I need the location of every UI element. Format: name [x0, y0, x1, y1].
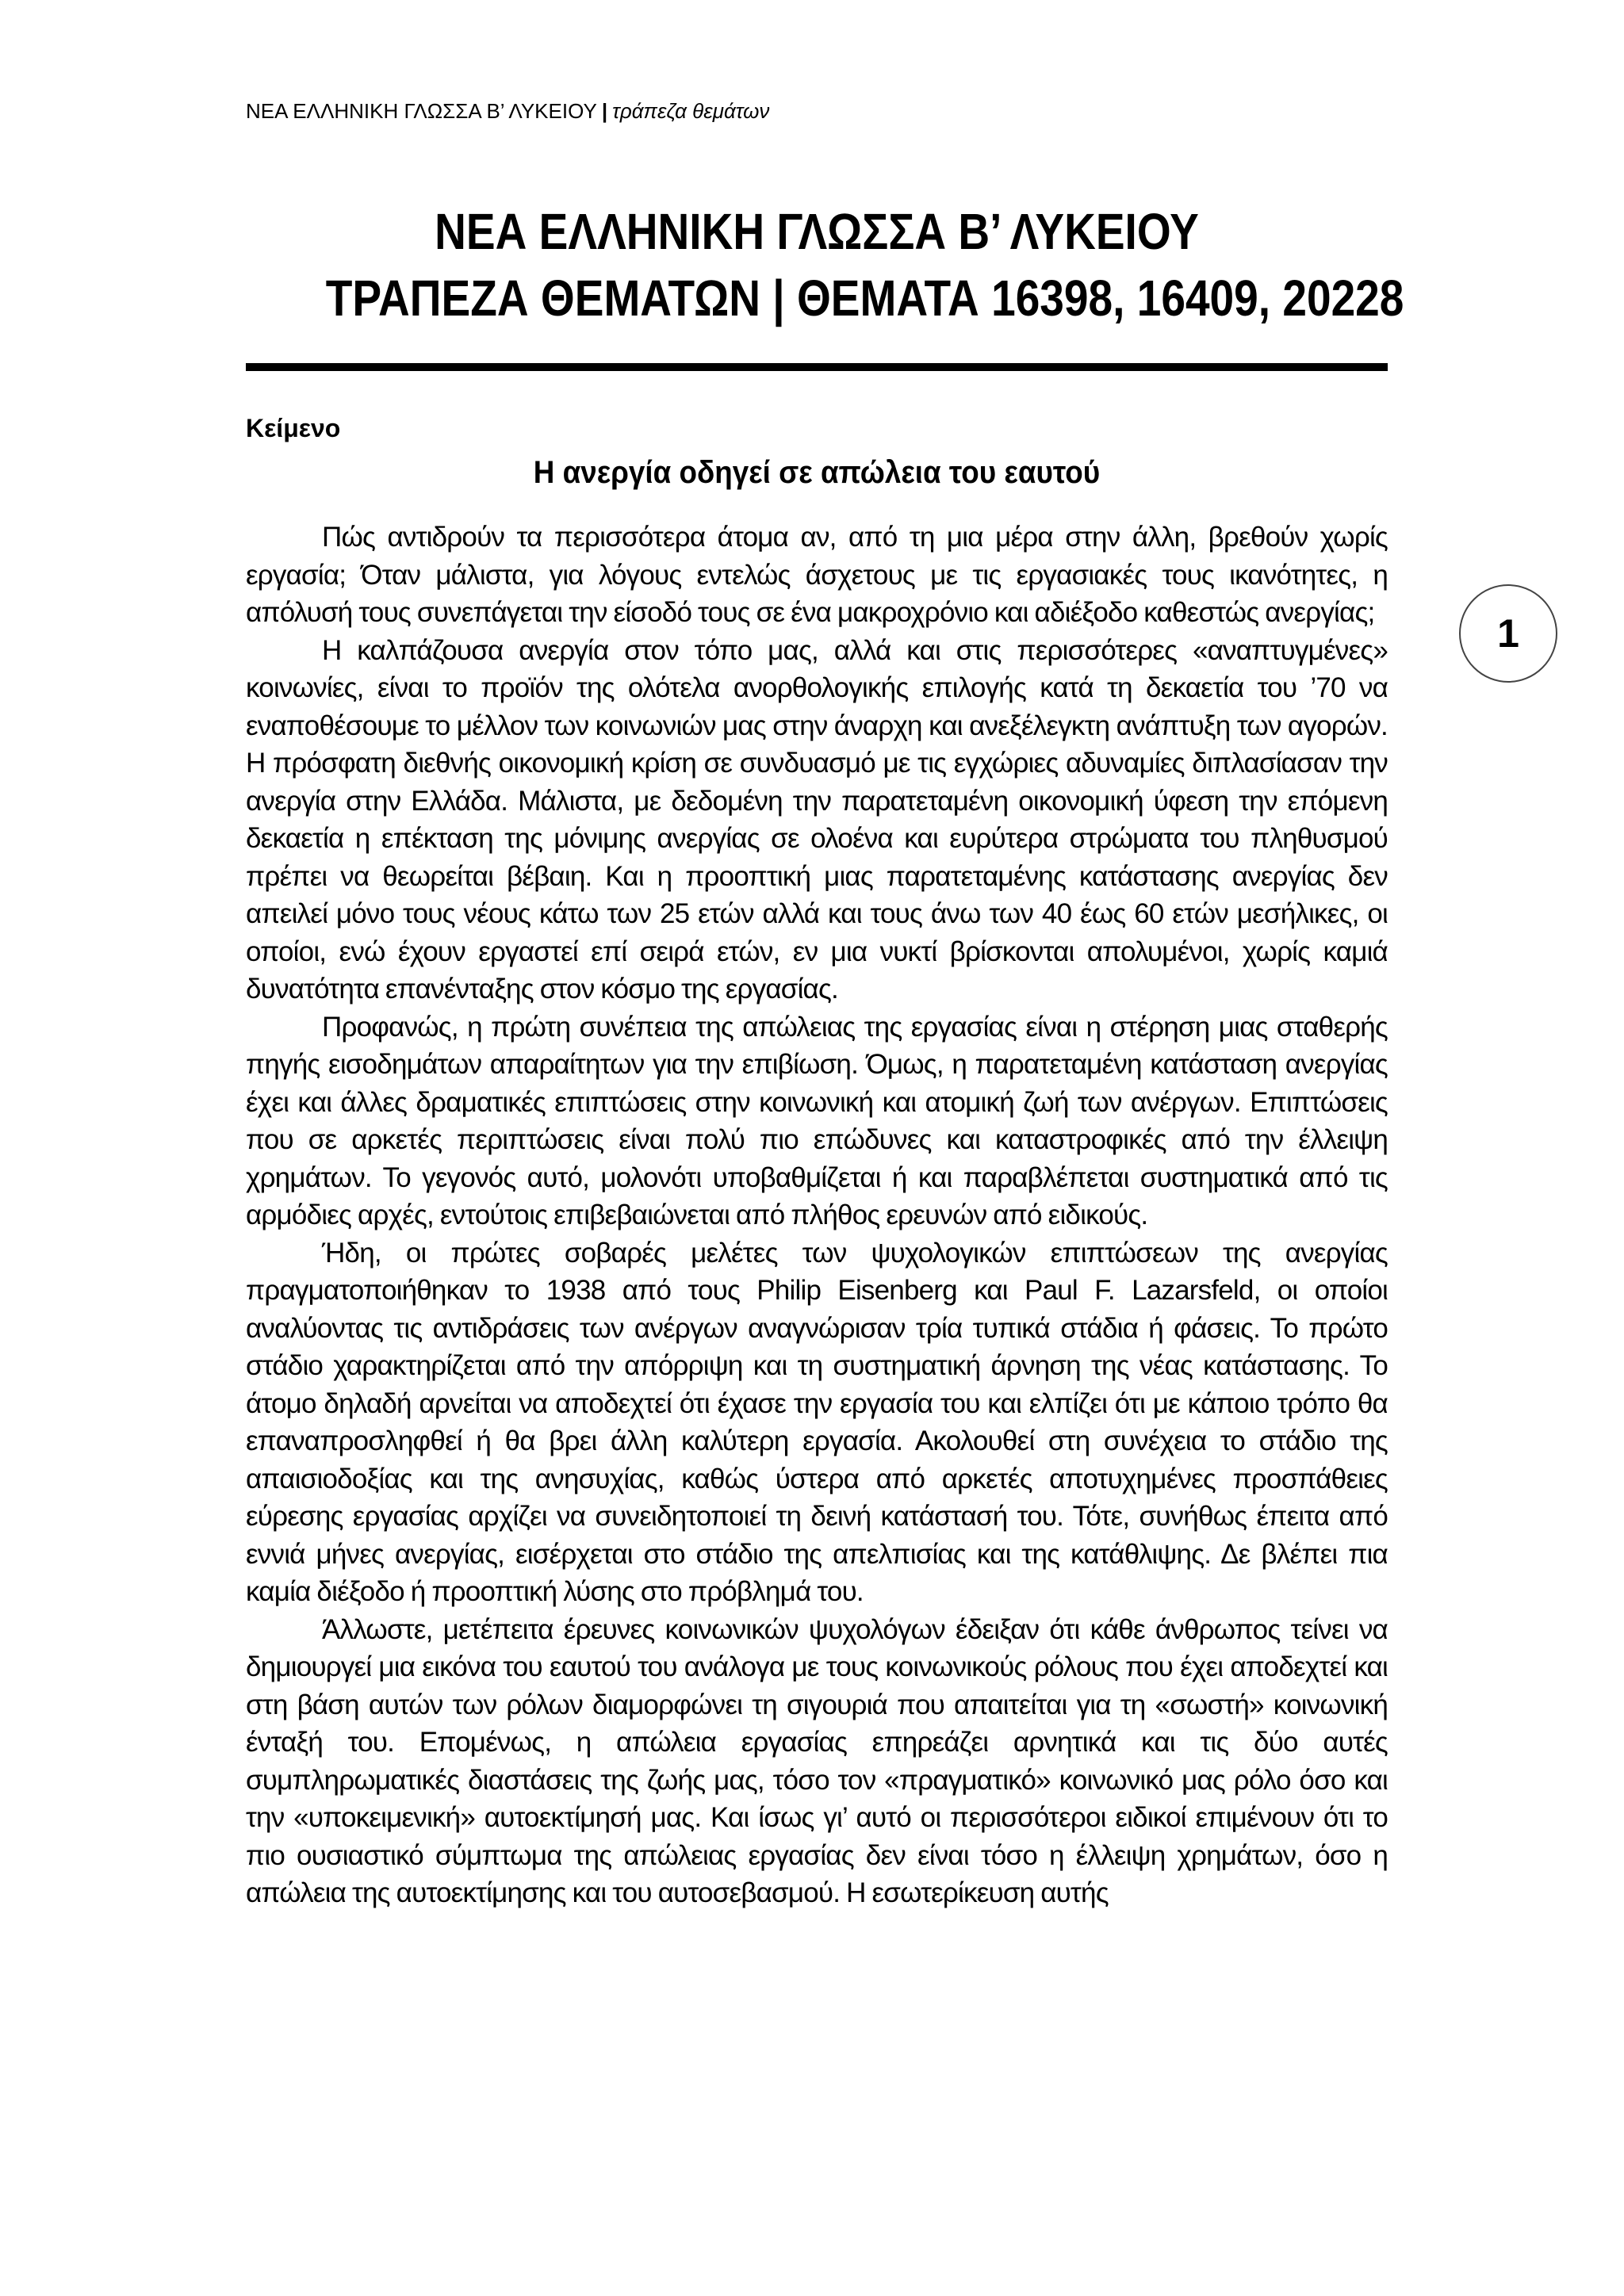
paragraph: Άλλωστε, μετέπειτα έρευνες κοινωνικών ψυχολόγων έδειξαν ότι κάθε άνθρωπος τείνει να δημιουργεί μια εικόνα του εαυτού του ανάλογα με τους κοινωνικούς ρόλους που έχει αποδεχτεί και στη βάση αυτών των ρόλων διαμορφώνει τη σιγουριά που απαιτείται για τη «σωστή» κοινωνική ένταξή του. Επομένως, η απώλεια εργασίας επηρεάζει αρνητικά και τις δύο αυτές συμπληρωματικές διαστάσεις της ζωής μας, τόσο τον «πραγματικό» κοινωνικό μας ρόλο όσο και την «υποκειμενική» αυτοεκτίμησή μας. Και ίσως γι’ αυτό οι περισσότεροι ειδικοί επιμένουν ότι το πιο ουσιαστικό σύμπτωμα της απώλειας εργασίας δεν είναι τόσο η έλλειψη χρημάτων, όσο η απώλεια της αυτοεκτίμησης και του αυτοσεβασμού. Η εσωτερίκευση αυτής	[246, 1613, 1388, 1908]
document-title	[246, 198, 1404, 331]
title-divider	[246, 363, 1388, 371]
running-header-subtitle: τράπεζα θεμάτων	[612, 99, 770, 123]
page-number-badge: 1	[1459, 584, 1557, 683]
paragraph: Πώς αντιδρούν τα περισσότερα άτομα αν, από τη μια μέρα στην άλλη, βρεθούν χωρίς εργασία; Όταν μάλιστα, για λόγους εντελώς άσχετους με τις εργασιακές τους ικανότητες, η απόλυσή τους συνεπάγεται την είσοδό τους σε ένα μακροχρόνιο και αδιέξοδο καθεστώς ανεργίας;	[246, 522, 1388, 628]
document-title-line-1: ΝΕΑ ΕΛΛΗΝΙΚΗ ΓΛΩΣΣΑ Β’ ΛΥΚΕΙΟΥ	[435, 203, 1199, 260]
article-title: Η ανεργία οδηγεί σε απώλεια του εαυτού	[533, 455, 1101, 490]
paragraph: Προφανώς, η πρώτη συνέπεια της απώλειας της εργασίας είναι η στέρηση μιας σταθερής πηγής εισοδημάτων απαραίτητων για την επιβίωση. Όμως, η παρατεταμένη κατάσταση ανεργίας έχει και άλλες δραματικές επιπτώσεις στην κοινωνική και ατομική ζωή των ανέργων. Επιπτώσεις που σε αρκετές περιπτώσεις είναι πολύ πιο επώδυνες και καταστροφικές από την έλλειψη χρημάτων. Το γεγονός αυτό, μολονότι υποβαθμίζεται ή και παραβλέπεται συστηματικά από τις αρμόδιες αρχές, εντούτοις επιβεβαιώνεται από πλήθος ερευνών από ειδικούς.	[246, 1011, 1388, 1230]
section-label: Κείμενο	[246, 414, 341, 442]
paragraph: Η καλπάζουσα ανεργία στον τόπο μας, αλλά και στις περισσότερες «αναπτυγμένες» κοινωνίες, είναι το προϊόν της ολότελα ανορθολογικής επιλογής κατά τη δεκαετία του ’70 να εναποθέσουμε το μέλλον των κοινωνιών μας στην άναρχη και ανεξέλεγκτη ανάπτυξη των αγορών. Η πρόσφατη διεθνής οικονομική κρίση σε συνδυασμό με τις εγχώριες αδυναμίες διπλασίασαν την ανεργία στην Ελλάδα. Μάλιστα, με δεδομένη την παρατεταμένη οικονομική ύφεση την επόμενη δεκαετία η επέκταση της μόνιμης ανεργίας σε ολοένα και ευρύτερα στρώματα του πληθυσμού πρέπει να θεωρείται βέβαιη. Και η προοπτική μιας παρατεταμένης κατάστασης ανεργίας δεν απειλεί μόνο τους νέους κάτω των 25 ετών αλλά και τους άνω των 40 έως 60 ετών μεσήλικες, οι οποίοι, ενώ έχουν εργαστεί επί σειρά ετών, εν μια νυκτί βρίσκονται απολυμένοι, χωρίς καμιά δυνατότητα επανένταξης στον κόσμο της εργασίας.	[246, 634, 1388, 1004]
running-header-separator: |	[601, 99, 608, 123]
running-header	[246, 98, 769, 124]
running-header-title: ΝΕΑ ΕΛΛΗΝΙΚΗ ΓΛΩΣΣΑ Β’ ΛΥΚΕΙΟΥ	[246, 99, 597, 123]
article-body	[246, 519, 1388, 1912]
document-title-line-2: ΤΡΑΠΕΖΑ ΘΕΜΑΤΩΝ | ΘΕΜΑΤΑ 16398, 16409, 20228	[325, 270, 1404, 327]
paragraph: Ήδη, οι πρώτες σοβαρές μελέτες των ψυχολογικών επιπτώσεων της ανεργίας πραγματοποιήθηκαν το 1938 από τους Philip Eisenberg και Paul F. Lazarsfeld, οι οποίοι αναλύοντας τις αντιδράσεις των ανέργων αναγνώρισαν τρία τυπικά στάδια ή φάσεις. Το πρώτο στάδιο χαρακτηρίζεται από την απόρριψη και τη συστηματική άρνηση της νέας κατάστασης. Το άτομο δηλαδή αρνείται να αποδεχτεί ότι έχασε την εργασία του και ελπίζει ότι με κάποιο τρόπο θα επαναπροσληφθεί ή θα βρει άλλη καλύτερη εργασία. Ακολουθεί στη συνέχεια το στάδιο της απαισιοδοξίας και της ανησυχίας, καθώς ύστερα από αρκετές αποτυχημένες προσπάθειες εύρεσης εργασίας αρχίζει να συνειδητοποιεί τη δεινή κατάστασή του. Τότε, συνήθως έπειτα από εννιά μήνες ανεργίας, εισέρχεται στο στάδιο της απελπισίας και της κατάθλιψης. Δε βλέπει πια καμία διέξοδο ή προοπτική λύσης στο πρόβλημά του.	[246, 1237, 1388, 1607]
